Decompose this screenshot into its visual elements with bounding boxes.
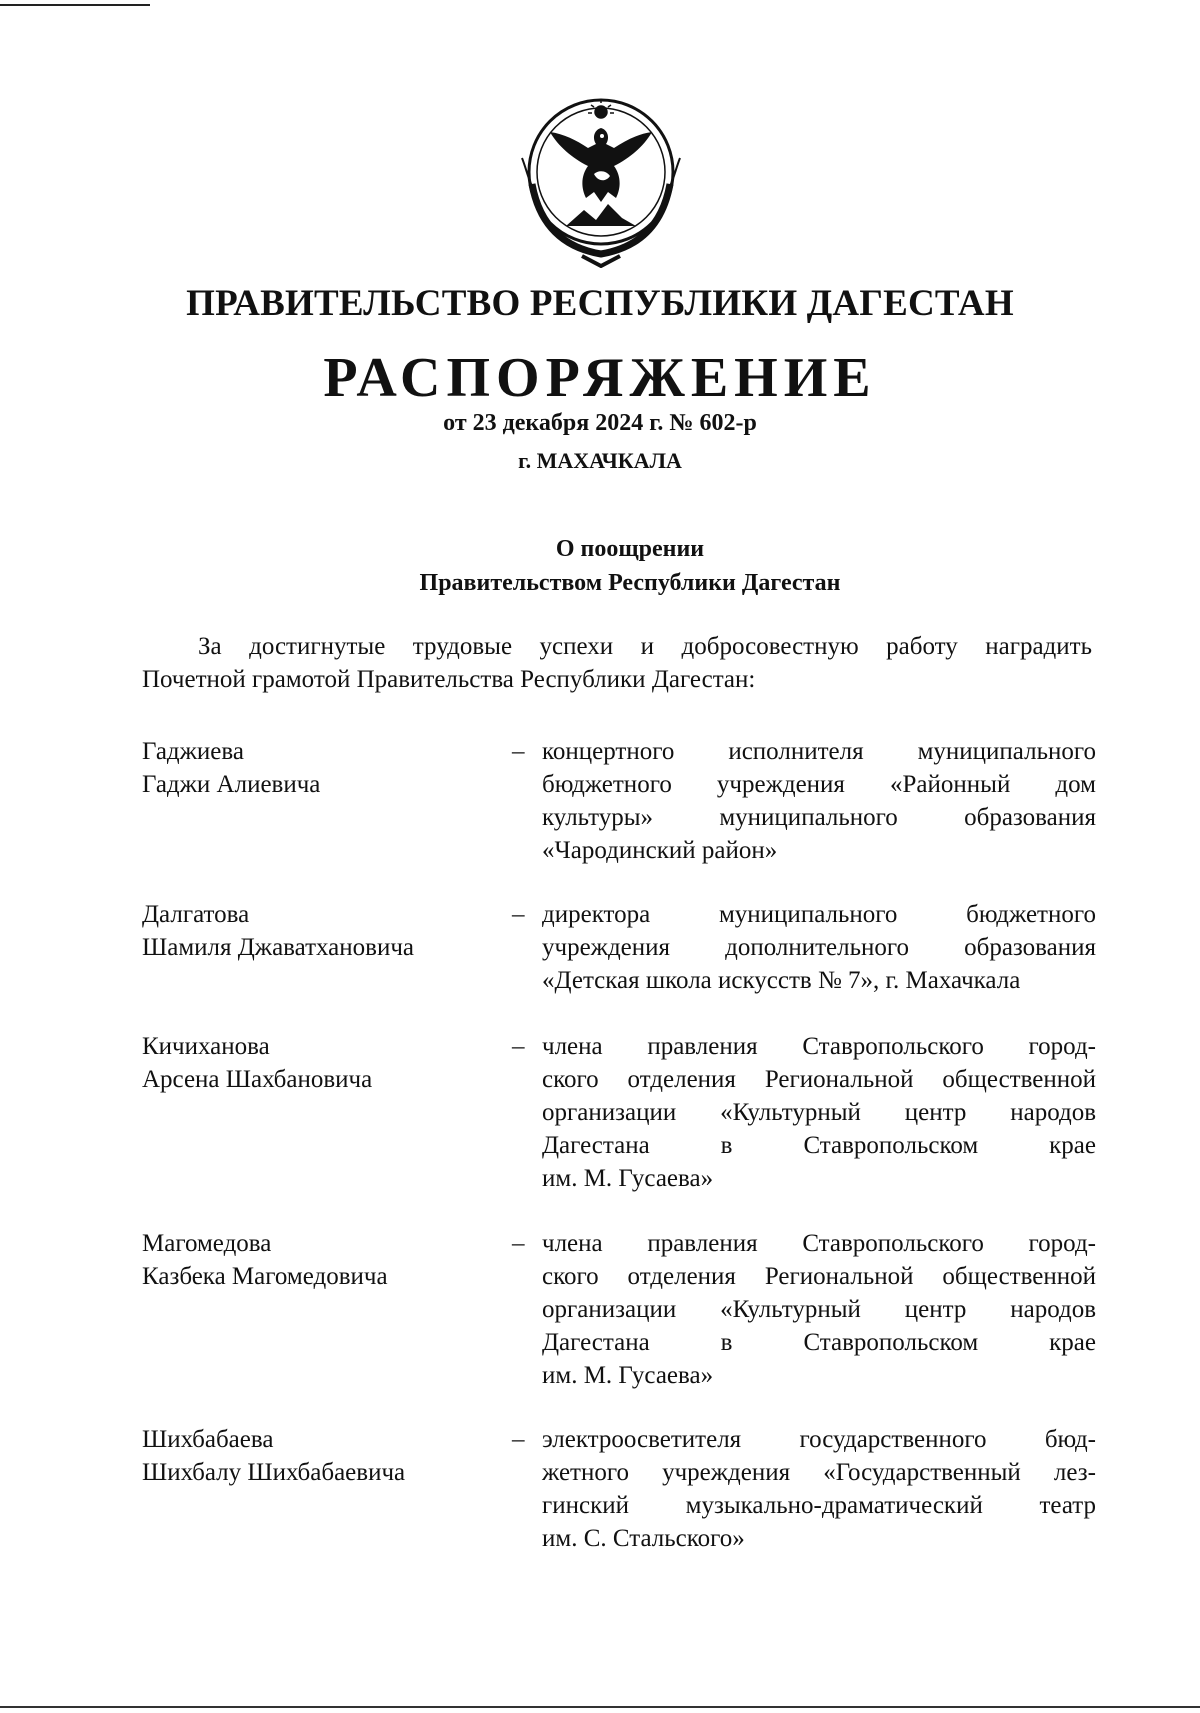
awardee-given-names: Шамиля Джаватхановича [142,934,415,961]
document-city: г. МАХАЧКАЛА [518,448,682,473]
description-line: «Детская школа искусств № 7», г. Махачкала [542,967,1021,994]
intro-line-1: За достигнутые трудовые успехи и добросовестную работу наградить [198,633,1092,660]
awardee-description [542,1030,1096,1195]
description-line: Дагестана в Ставропольском крае [542,1329,1096,1356]
awardee-description [542,898,1096,997]
dagestan-coat-of-arms-icon [510,88,692,268]
awardee-name [142,1030,502,1096]
description-line: директора муниципального бюджетного [542,901,1096,928]
document-date-number: от 23 декабря 2024 г. № 602-р [443,410,757,436]
subject-line-1: О поощрении [555,536,705,562]
description-line: гинский музыкально-драматический театр [542,1492,1096,1519]
awardee-dash: – [512,1033,525,1060]
awardee-dash: – [512,1426,525,1453]
description-line: члена правления Ставропольского город- [542,1033,1096,1060]
awardee-surname: Кичиханова [142,1033,270,1060]
description-line: «Чародинский район» [542,837,778,864]
awardee-name [142,1423,502,1489]
scan-edge-bottom [0,1706,1200,1708]
intro-line-2: Почетной грамотой Правительства Республики Дагестан: [142,666,756,693]
awardee-surname: Гаджиева [142,738,244,765]
awardee-dash: – [512,901,525,928]
awardee-surname: Шихбабаева [142,1426,274,1453]
description-line: им. М. Гусаева» [542,1362,714,1389]
awardee-description [542,1423,1096,1555]
scan-edge-top [0,4,150,6]
description-line: организации «Культурный центр народов [542,1296,1096,1323]
description-line: жетного учреждения «Государственный лез- [542,1459,1096,1486]
awardee-given-names: Казбека Магомедовича [142,1263,388,1290]
awardee-description [542,735,1096,867]
awardee-given-names: Гаджи Алиевича [142,771,321,798]
description-line: бюджетного учреждения «Районный дом [542,771,1096,798]
awardee-name [142,1227,502,1293]
description-line: члена правления Ставропольского город- [542,1230,1096,1257]
description-line: концертного исполнителя муниципального [542,738,1096,765]
awardee-dash: – [512,738,525,765]
government-title: ПРАВИТЕЛЬСТВО РЕСПУБЛИКИ ДАГЕСТАН [186,283,1014,324]
document-type: РАСПОРЯЖЕНИЕ [323,347,877,409]
awardee-name [142,898,502,964]
awardee-surname: Далгатова [142,901,250,928]
awardee-given-names: Арсена Шахбановича [142,1066,373,1093]
awardee-given-names: Шихбалу Шихбабаевича [142,1459,406,1486]
description-line: культуры» муниципального образования [542,804,1096,831]
description-line: организации «Культурный центр народов [542,1099,1096,1126]
description-line: учреждения дополнительного образования [542,934,1096,961]
awardee-dash: – [512,1230,525,1257]
description-line: им. М. Гусаева» [542,1165,714,1192]
description-line: им. С. Стальского» [542,1525,745,1552]
awardee-description [542,1227,1096,1392]
description-line: Дагестана в Ставропольском крае [542,1132,1096,1159]
description-line: ского отделения Региональной общественной [542,1263,1096,1290]
subject-line-2: Правительством Республики Дагестан [419,570,841,596]
document-subject [0,532,1200,600]
description-line: электроосветителя государственного бюд- [542,1426,1096,1453]
description-line: ского отделения Региональной общественной [542,1066,1096,1093]
awardee-name [142,735,502,801]
intro-paragraph [142,630,1092,696]
awardee-surname: Магомедова [142,1230,272,1257]
